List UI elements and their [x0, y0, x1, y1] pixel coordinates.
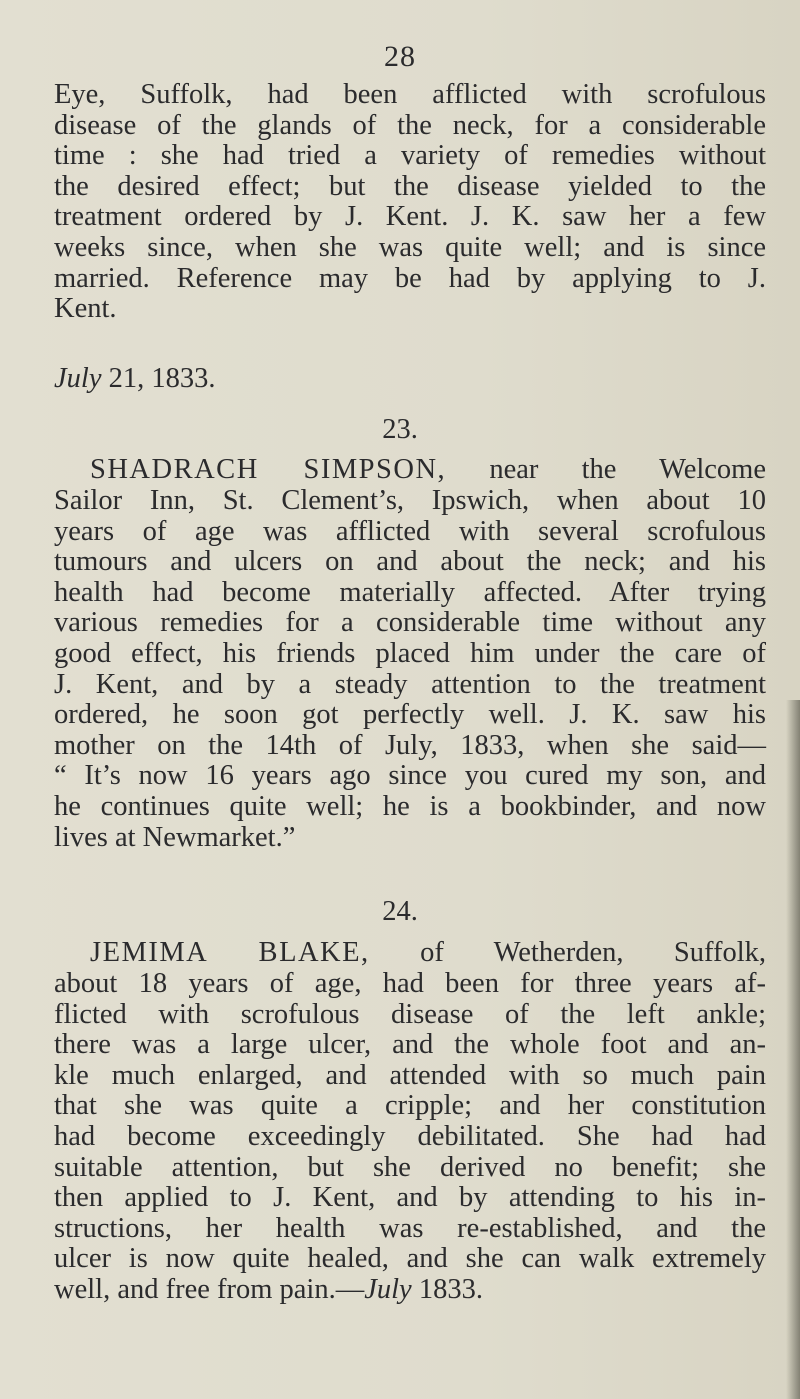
- case-24-paragraph: [54, 969, 766, 1306]
- text-line: J. Kent, and by a steady attention to the treatment: [54, 668, 766, 700]
- text-line: [54, 1275, 766, 1306]
- text-line: “ It’s now 16 years ago since you cured my son, and: [54, 760, 766, 792]
- case-23-number: 23.: [382, 414, 418, 445]
- text-line: that she was quite a cripple; and her constitution: [54, 1090, 766, 1122]
- text-line: kle much enlarged, and attended with so much pain: [54, 1059, 766, 1091]
- case-24-first-line: [90, 938, 766, 969]
- text-line: the desired effect; but the disease yielded to the: [54, 170, 766, 202]
- text-line: Kent.: [54, 293, 117, 325]
- text-line: Eye, Suffolk, had been afflicted with scrofulous: [54, 79, 766, 110]
- text-line: health had become materially affected. After trying: [54, 576, 766, 608]
- date-rest: 21, 1833.: [101, 363, 216, 394]
- case-23-paragraph: [54, 486, 766, 853]
- text-line: mother on the 14th of July, 1833, when she said—: [54, 729, 766, 761]
- text-line: time : she had tried a variety of remedies without: [54, 140, 766, 172]
- case-24-name: JEMIMA BLAKE,: [90, 937, 370, 968]
- case-23-line-0: near the Welcome: [446, 454, 766, 485]
- case-22-paragraph: [54, 80, 766, 325]
- case-24-number: 24.: [382, 896, 418, 927]
- text-line: various remedies for a considerable time without any: [54, 607, 766, 639]
- text-line: Sailor Inn, St. Clement’s, Ipswich, when about 10: [54, 485, 766, 516]
- text-line: ordered, he soon got perfectly well. J. K. saw his: [54, 699, 766, 731]
- text-line: lives at Newmarket.”: [54, 821, 296, 853]
- text-line: tumours and ulcers on and about the neck; and his: [54, 546, 766, 578]
- text-line: weeks since, when she was quite well; and is since: [54, 231, 766, 263]
- date-rest: 1833.: [411, 1273, 483, 1305]
- case-24-line-0: of Wetherden, Suffolk,: [369, 937, 766, 968]
- case-22-date: [54, 363, 215, 395]
- page-edge-shadow: [786, 700, 800, 1399]
- text-line: years of age was afflicted with several scrofulous: [54, 515, 766, 547]
- text-line: good effect, his friends placed him under the care of: [54, 637, 766, 669]
- text-line: [90, 455, 766, 486]
- text-line: suitable attention, but she derived no benefit; she: [54, 1151, 766, 1183]
- date-month: July: [364, 1273, 412, 1305]
- text-line: there was a large ulcer, and the whole foot and an-: [54, 1029, 766, 1061]
- text-line: structions, her health was re-established, and the: [54, 1212, 766, 1244]
- date-month: July: [54, 363, 102, 394]
- text-line: married. Reference may be had by applying to J.: [54, 262, 766, 294]
- text-line: ulcer is now quite healed, and she can walk extremely: [54, 1243, 766, 1275]
- text-line: disease of the glands of the neck, for a considerable: [54, 109, 766, 141]
- text-line: [90, 938, 766, 969]
- case-24-line-11: well, and free from pain.—: [54, 1273, 365, 1305]
- case-23-first-line: [90, 455, 766, 486]
- text-line: about 18 years of age, had been for three years af-: [54, 968, 766, 999]
- text-line: he continues quite well; he is a bookbinder, and now: [54, 790, 766, 822]
- text-line: treatment ordered by J. Kent. J. K. saw her a few: [54, 201, 766, 233]
- text-line: flicted with scrofulous disease of the left ankle;: [54, 998, 766, 1030]
- text-line: then applied to J. Kent, and by attending to his in-: [54, 1182, 766, 1214]
- case-23-name: SHADRACH SIMPSON,: [90, 454, 447, 485]
- page-number: 28: [384, 40, 416, 73]
- text-line: had become exceedingly debilitated. She had had: [54, 1120, 766, 1152]
